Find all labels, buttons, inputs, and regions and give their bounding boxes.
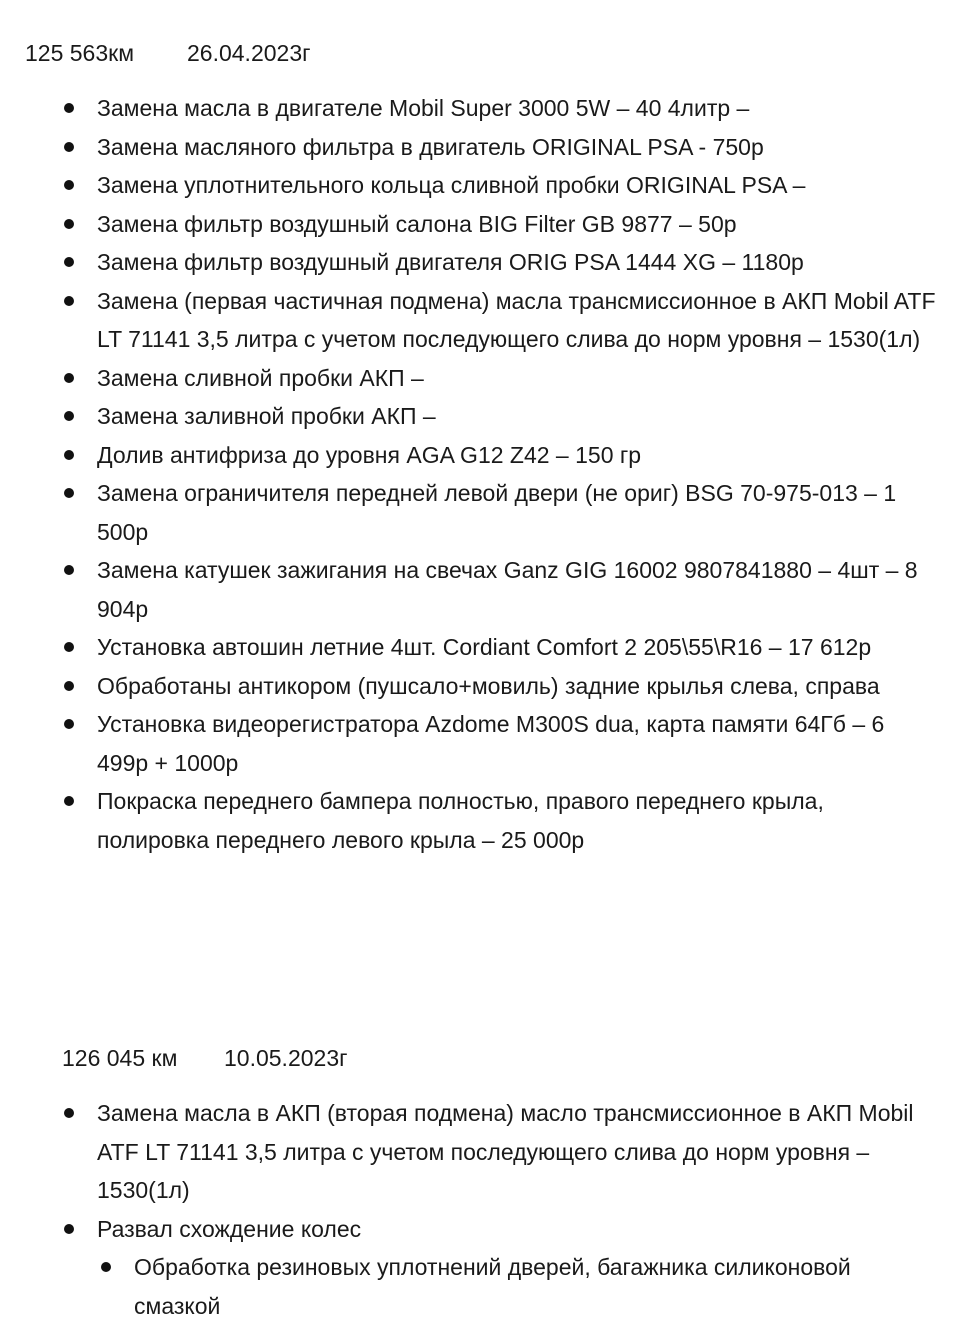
list-item: [97, 282, 937, 359]
list-item: [97, 397, 937, 436]
list-item-text: Развал схождение колес: [97, 1215, 362, 1242]
list-item-text: Замена фильтр воздушный двигателя ORIG PSA 1444 XG – 1180р: [97, 249, 804, 275]
bullet-icon: [64, 411, 74, 421]
list-item-text: Обработка резиновых уплотнений дверей, багажника силиконовой смазкой: [134, 1254, 851, 1319]
bullet-icon: [64, 565, 74, 575]
list-item: [97, 782, 937, 859]
list-item: [97, 474, 937, 551]
list-item-text: Обработаны антикором (пушсало+мовиль) задние крылья слева, справа: [97, 672, 880, 699]
list-item: [97, 436, 937, 475]
list-item: [97, 1210, 917, 1249]
list-item: [97, 705, 937, 782]
list-item-text: Установка видеорегистратора Azdome M300S dua, карта памяти 64Гб – 6 499р + 1000р: [97, 711, 885, 776]
bullet-icon: [101, 1262, 111, 1272]
list-item: [97, 205, 937, 244]
bullet-icon: [64, 488, 74, 498]
list-item-text: Замена масла в АКП (вторая подмена) масло трансмиссионное в АКП Mobil ATF LT 71141 3,5 литра с учетом последующего слива до норм уровня – 1530(1л): [97, 1100, 914, 1203]
list-item-text: Замена ограничителя передней левой двери (не ориг) BSG 70-975-013 – 1 500р: [97, 480, 897, 545]
bullet-icon: [64, 796, 74, 806]
entry2-mileage: 126 045 км: [62, 1045, 178, 1071]
entry1-mileage: 125 563км: [25, 40, 135, 66]
list-item-text: Замена уплотнительного кольца сливной пробки ORIGINAL PSA –: [97, 172, 806, 198]
list-item: [97, 667, 937, 706]
bullet-icon: [64, 103, 74, 113]
list-item-text: Замена фильтр воздушный салона BIG Filter GB 9877 – 50р: [97, 210, 737, 237]
list-item: [97, 128, 937, 167]
list-item: [97, 243, 937, 282]
list-item: [97, 551, 937, 628]
bullet-icon: [64, 257, 74, 267]
list-item-text: Замена сливной пробки АКП –: [97, 364, 424, 391]
list-item-text: Замена масла в двигателе Mobil Super 3000 5W – 40 4литр –: [97, 95, 750, 121]
list-item: [97, 166, 937, 205]
list-item-text: Замена масляного фильтра в двигатель ORIGINAL PSA - 750р: [97, 133, 764, 160]
bullet-icon: [64, 1108, 74, 1118]
entry1-service-list: [97, 89, 937, 859]
entry2-header: [62, 1043, 348, 1073]
entry1-date: 26.04.2023г: [187, 40, 311, 66]
bullet-icon: [64, 450, 74, 460]
entry2-service-list: [97, 1094, 917, 1248]
bullet-icon: [64, 1224, 74, 1234]
list-item: [97, 89, 937, 128]
list-item: [97, 628, 937, 667]
list-item-text: Долив антифриза до уровня AGA G12 Z42 – 150 гр: [97, 441, 642, 468]
list-item: [134, 1248, 854, 1325]
bullet-icon: [64, 373, 74, 383]
list-item: [97, 359, 937, 398]
list-item-text: Установка автошин летние 4шт. Cordiant Comfort 2 205\55\R16 – 17 612р: [97, 634, 872, 660]
list-item-text: Замена заливной пробки АКП –: [97, 403, 436, 429]
list-item-text: Покраска переднего бампера полностью, правого переднего крыла, полировка переднего левого крыла – 25 000р: [97, 788, 824, 853]
bullet-icon: [64, 180, 74, 190]
bullet-icon: [64, 681, 74, 691]
bullet-icon: [64, 296, 74, 306]
bullet-icon: [64, 142, 74, 152]
entry2-service-sublist: [134, 1248, 854, 1325]
list-item-text: Замена (первая частичная подмена) масла трансмиссионное в АКП Mobil ATF LT 71141 3,5 литра с учетом последующего слива до норм уровня – 1530(1л): [97, 287, 936, 352]
entry2-date: 10.05.2023г: [224, 1045, 348, 1071]
entry1-header: [25, 38, 311, 68]
list-item-text: Замена катушек зажигания на свечах Ganz GIG 16002 9807841880 – 4шт – 8 904р: [97, 557, 918, 622]
bullet-icon: [64, 642, 74, 652]
bullet-icon: [64, 719, 74, 729]
bullet-icon: [64, 219, 74, 229]
list-item: [97, 1094, 917, 1210]
